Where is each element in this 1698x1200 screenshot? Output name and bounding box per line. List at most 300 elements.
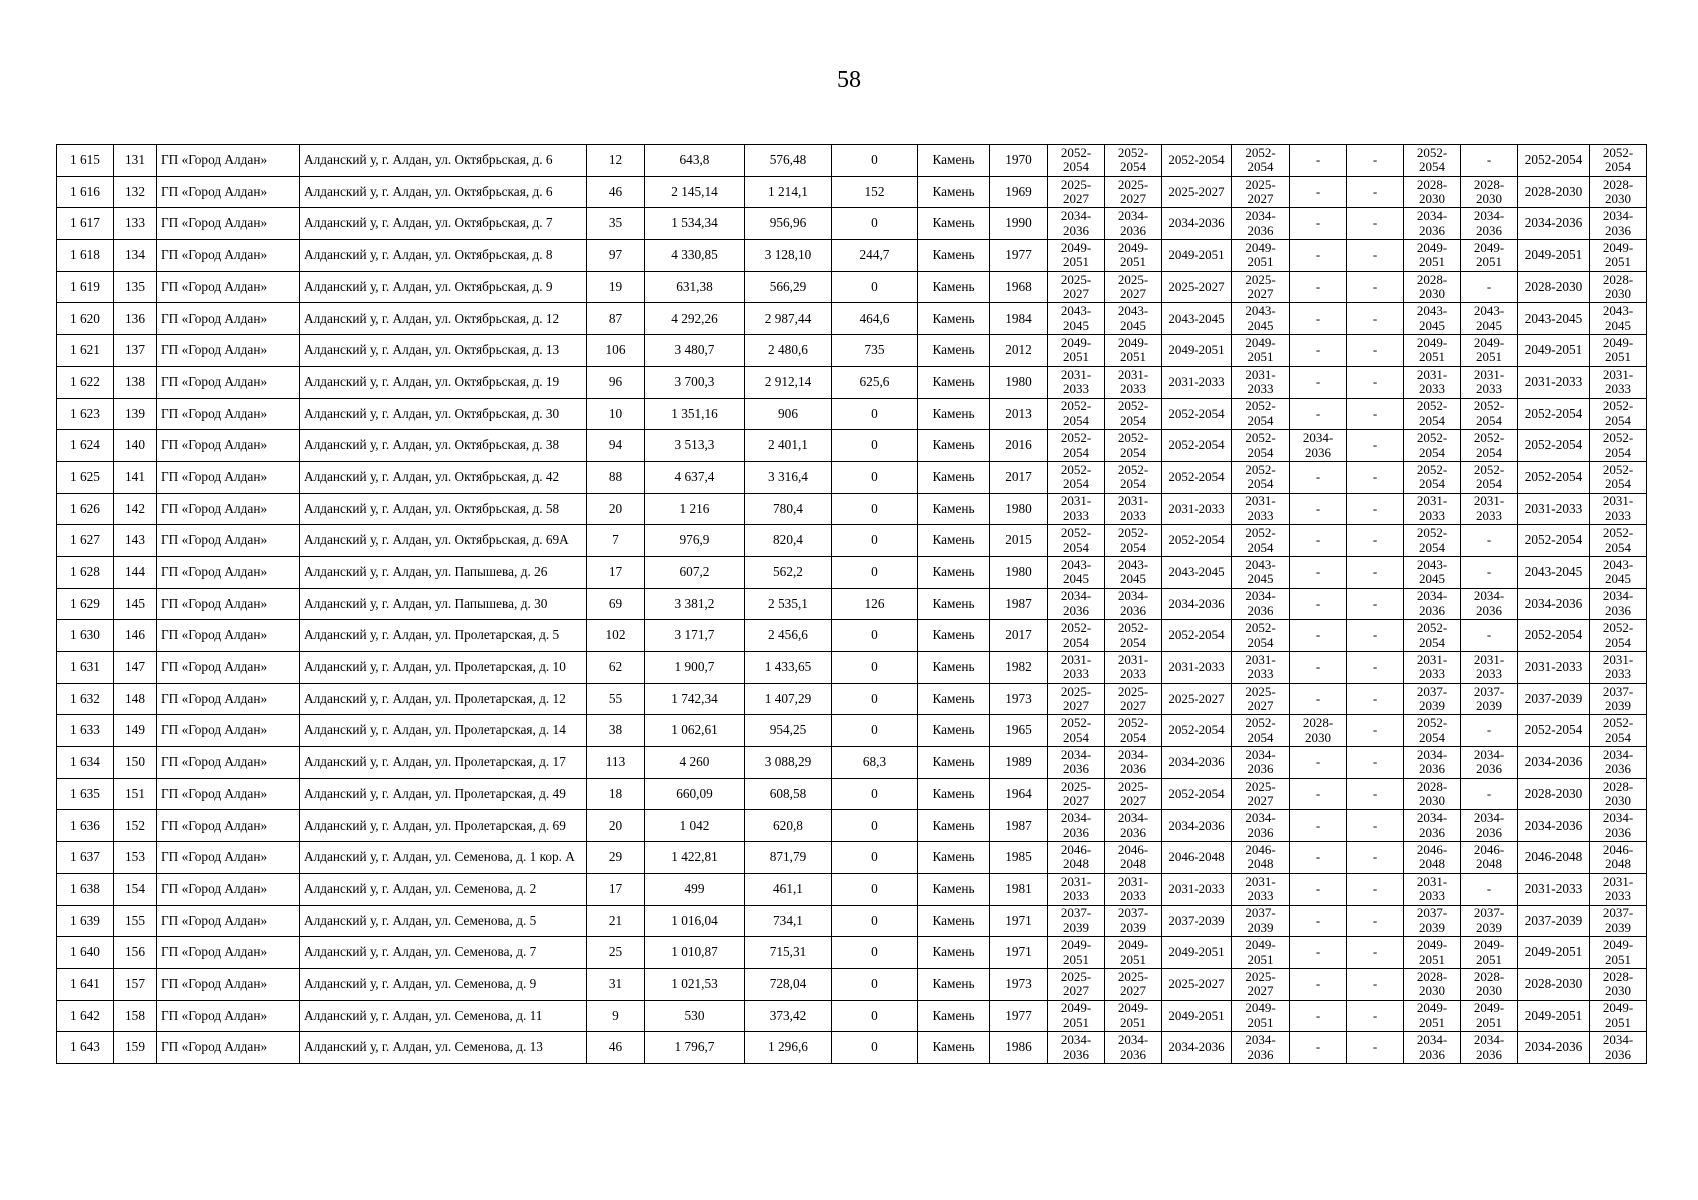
- build-year-cell: 2017: [990, 461, 1048, 493]
- work-period-9-cell: 2043-2045: [1518, 556, 1590, 588]
- wall-material-cell: Камень: [918, 303, 990, 335]
- living-area-cell: 608,58: [745, 778, 832, 810]
- living-area-cell: 871,79: [745, 842, 832, 874]
- work-period-4-cell: 2052-2054: [1232, 620, 1290, 652]
- work-period-5-cell: -: [1290, 366, 1347, 398]
- work-period-1-cell: 2034-2036: [1048, 1032, 1105, 1064]
- work-period-1-cell: 2031-2033: [1048, 493, 1105, 525]
- work-period-9-cell: 2031-2033: [1518, 366, 1590, 398]
- municipality-cell: ГП «Город Алдан»: [157, 715, 300, 747]
- row-number-cell: 1 626: [57, 493, 114, 525]
- work-period-8-cell: -: [1461, 271, 1518, 303]
- row-number-cell: 1 631: [57, 652, 114, 684]
- work-period-4-cell: 2034-2036: [1232, 747, 1290, 779]
- living-area-cell: 1 433,65: [745, 652, 832, 684]
- build-year-cell: 2012: [990, 335, 1048, 367]
- work-period-10-cell: 2034-2036: [1590, 1032, 1647, 1064]
- work-period-3-cell: 2052-2054: [1162, 398, 1232, 430]
- non-living-area-cell: 0: [832, 842, 918, 874]
- residents-cell: 21: [587, 905, 645, 937]
- residents-cell: 9: [587, 1000, 645, 1032]
- work-period-4-cell: 2049-2051: [1232, 1000, 1290, 1032]
- work-period-9-cell: 2052-2054: [1518, 145, 1590, 177]
- build-year-cell: 1985: [990, 842, 1048, 874]
- work-period-2-cell: 2034-2036: [1105, 747, 1162, 779]
- work-period-10-cell: 2049-2051: [1590, 1000, 1647, 1032]
- work-period-2-cell: 2034-2036: [1105, 1032, 1162, 1064]
- table-row: [57, 842, 1647, 874]
- total-area-cell: 1 062,61: [645, 715, 745, 747]
- municipality-cell: ГП «Город Алдан»: [157, 430, 300, 462]
- total-area-cell: 976,9: [645, 525, 745, 557]
- work-period-9-cell: 2028-2030: [1518, 778, 1590, 810]
- row-number-cell: 1 625: [57, 461, 114, 493]
- total-area-cell: 3 480,7: [645, 335, 745, 367]
- municipality-cell: ГП «Город Алдан»: [157, 335, 300, 367]
- build-year-cell: 1964: [990, 778, 1048, 810]
- wall-material-cell: Камень: [918, 683, 990, 715]
- build-year-cell: 1980: [990, 556, 1048, 588]
- work-period-6-cell: -: [1347, 335, 1404, 367]
- row-number-cell: 1 640: [57, 937, 114, 969]
- work-period-4-cell: 2052-2054: [1232, 145, 1290, 177]
- work-period-8-cell: 2034-2036: [1461, 747, 1518, 779]
- work-period-1-cell: 2043-2045: [1048, 303, 1105, 335]
- non-living-area-cell: 0: [832, 145, 918, 177]
- table-row: [57, 968, 1647, 1000]
- work-period-7-cell: 2028-2030: [1404, 968, 1461, 1000]
- non-living-area-cell: 0: [832, 1032, 918, 1064]
- build-year-cell: 1982: [990, 652, 1048, 684]
- work-period-2-cell: 2025-2027: [1105, 968, 1162, 1000]
- work-period-8-cell: 2052-2054: [1461, 430, 1518, 462]
- local-number-cell: 140: [114, 430, 157, 462]
- work-period-3-cell: 2052-2054: [1162, 145, 1232, 177]
- table-row: [57, 715, 1647, 747]
- work-period-5-cell: -: [1290, 873, 1347, 905]
- total-area-cell: 1 042: [645, 810, 745, 842]
- work-period-10-cell: 2031-2033: [1590, 652, 1647, 684]
- work-period-7-cell: 2052-2054: [1404, 620, 1461, 652]
- work-period-3-cell: 2031-2033: [1162, 873, 1232, 905]
- work-period-4-cell: 2049-2051: [1232, 240, 1290, 272]
- municipality-cell: ГП «Город Алдан»: [157, 588, 300, 620]
- living-area-cell: 715,31: [745, 937, 832, 969]
- living-area-cell: 906: [745, 398, 832, 430]
- municipality-cell: ГП «Город Алдан»: [157, 873, 300, 905]
- residents-cell: 87: [587, 303, 645, 335]
- address-cell: Алданский у, г. Алдан, ул. Семенова, д. 7: [300, 937, 587, 969]
- local-number-cell: 144: [114, 556, 157, 588]
- address-cell: Алданский у, г. Алдан, ул. Семенова, д. 13: [300, 1032, 587, 1064]
- non-living-area-cell: 0: [832, 937, 918, 969]
- build-year-cell: 1977: [990, 240, 1048, 272]
- work-period-4-cell: 2052-2054: [1232, 398, 1290, 430]
- work-period-6-cell: -: [1347, 588, 1404, 620]
- address-cell: Алданский у, г. Алдан, ул. Пролетарская, д. 10: [300, 652, 587, 684]
- work-period-8-cell: 2037-2039: [1461, 683, 1518, 715]
- work-period-3-cell: 2037-2039: [1162, 905, 1232, 937]
- work-period-1-cell: 2052-2054: [1048, 461, 1105, 493]
- work-period-1-cell: 2052-2054: [1048, 398, 1105, 430]
- total-area-cell: 1 796,7: [645, 1032, 745, 1064]
- work-period-1-cell: 2043-2045: [1048, 556, 1105, 588]
- work-period-1-cell: 2025-2027: [1048, 271, 1105, 303]
- work-period-2-cell: 2049-2051: [1105, 240, 1162, 272]
- address-cell: Алданский у, г. Алдан, ул. Семенова, д. 11: [300, 1000, 587, 1032]
- work-period-7-cell: 2034-2036: [1404, 208, 1461, 240]
- address-cell: Алданский у, г. Алдан, ул. Семенова, д. 1 кор. А: [300, 842, 587, 874]
- municipality-cell: ГП «Город Алдан»: [157, 556, 300, 588]
- living-area-cell: 2 401,1: [745, 430, 832, 462]
- municipality-cell: ГП «Город Алдан»: [157, 1000, 300, 1032]
- address-cell: Алданский у, г. Алдан, ул. Пролетарская, д. 69: [300, 810, 587, 842]
- non-living-area-cell: 625,6: [832, 366, 918, 398]
- work-period-8-cell: 2052-2054: [1461, 461, 1518, 493]
- wall-material-cell: Камень: [918, 335, 990, 367]
- work-period-9-cell: 2052-2054: [1518, 620, 1590, 652]
- table-row: [57, 683, 1647, 715]
- work-period-4-cell: 2025-2027: [1232, 271, 1290, 303]
- table-row: [57, 176, 1647, 208]
- row-number-cell: 1 641: [57, 968, 114, 1000]
- row-number-cell: 1 635: [57, 778, 114, 810]
- work-period-9-cell: 2043-2045: [1518, 303, 1590, 335]
- total-area-cell: 1 422,81: [645, 842, 745, 874]
- work-period-2-cell: 2031-2033: [1105, 873, 1162, 905]
- work-period-4-cell: 2025-2027: [1232, 176, 1290, 208]
- work-period-5-cell: -: [1290, 303, 1347, 335]
- wall-material-cell: Камень: [918, 747, 990, 779]
- local-number-cell: 142: [114, 493, 157, 525]
- residents-cell: 29: [587, 842, 645, 874]
- work-period-3-cell: 2049-2051: [1162, 937, 1232, 969]
- work-period-1-cell: 2025-2027: [1048, 683, 1105, 715]
- work-period-9-cell: 2031-2033: [1518, 652, 1590, 684]
- work-period-5-cell: 2034-2036: [1290, 430, 1347, 462]
- address-cell: Алданский у, г. Алдан, ул. Папышева, д. 30: [300, 588, 587, 620]
- living-area-cell: 2 456,6: [745, 620, 832, 652]
- local-number-cell: 141: [114, 461, 157, 493]
- work-period-9-cell: 2052-2054: [1518, 398, 1590, 430]
- total-area-cell: 1 021,53: [645, 968, 745, 1000]
- work-period-1-cell: 2031-2033: [1048, 873, 1105, 905]
- non-living-area-cell: 0: [832, 1000, 918, 1032]
- work-period-4-cell: 2037-2039: [1232, 905, 1290, 937]
- table-row: [57, 873, 1647, 905]
- work-period-5-cell: -: [1290, 968, 1347, 1000]
- address-cell: Алданский у, г. Алдан, ул. Октябрьская, д. 13: [300, 335, 587, 367]
- local-number-cell: 153: [114, 842, 157, 874]
- work-period-3-cell: 2034-2036: [1162, 810, 1232, 842]
- residents-cell: 10: [587, 398, 645, 430]
- work-period-9-cell: 2052-2054: [1518, 525, 1590, 557]
- residents-cell: 62: [587, 652, 645, 684]
- build-year-cell: 1986: [990, 1032, 1048, 1064]
- work-period-10-cell: 2049-2051: [1590, 937, 1647, 969]
- work-period-6-cell: -: [1347, 810, 1404, 842]
- row-number-cell: 1 629: [57, 588, 114, 620]
- work-period-8-cell: -: [1461, 873, 1518, 905]
- work-period-7-cell: 2049-2051: [1404, 240, 1461, 272]
- work-period-7-cell: 2031-2033: [1404, 366, 1461, 398]
- work-period-10-cell: 2049-2051: [1590, 335, 1647, 367]
- work-period-10-cell: 2031-2033: [1590, 493, 1647, 525]
- address-cell: Алданский у, г. Алдан, ул. Семенова, д. 2: [300, 873, 587, 905]
- work-period-5-cell: -: [1290, 461, 1347, 493]
- work-period-5-cell: -: [1290, 176, 1347, 208]
- table-row: [57, 556, 1647, 588]
- living-area-cell: 954,25: [745, 715, 832, 747]
- total-area-cell: 660,09: [645, 778, 745, 810]
- local-number-cell: 135: [114, 271, 157, 303]
- residents-cell: 88: [587, 461, 645, 493]
- work-period-8-cell: -: [1461, 778, 1518, 810]
- table-row: [57, 493, 1647, 525]
- table-row: [57, 366, 1647, 398]
- work-period-1-cell: 2034-2036: [1048, 588, 1105, 620]
- wall-material-cell: Камень: [918, 525, 990, 557]
- address-cell: Алданский у, г. Алдан, ул. Пролетарская, д. 5: [300, 620, 587, 652]
- work-period-1-cell: 2031-2033: [1048, 366, 1105, 398]
- residents-cell: 18: [587, 778, 645, 810]
- municipality-cell: ГП «Город Алдан»: [157, 145, 300, 177]
- build-year-cell: 1989: [990, 747, 1048, 779]
- work-period-3-cell: 2052-2054: [1162, 430, 1232, 462]
- table-row: [57, 1032, 1647, 1064]
- non-living-area-cell: 0: [832, 683, 918, 715]
- work-period-7-cell: 2049-2051: [1404, 937, 1461, 969]
- table-row: [57, 747, 1647, 779]
- work-period-7-cell: 2031-2033: [1404, 873, 1461, 905]
- total-area-cell: 3 700,3: [645, 366, 745, 398]
- work-period-8-cell: 2034-2036: [1461, 1032, 1518, 1064]
- work-period-5-cell: -: [1290, 525, 1347, 557]
- work-period-4-cell: 2052-2054: [1232, 525, 1290, 557]
- living-area-cell: 728,04: [745, 968, 832, 1000]
- work-period-8-cell: -: [1461, 715, 1518, 747]
- living-area-cell: 620,8: [745, 810, 832, 842]
- local-number-cell: 131: [114, 145, 157, 177]
- living-area-cell: 562,2: [745, 556, 832, 588]
- total-area-cell: 3 381,2: [645, 588, 745, 620]
- work-period-7-cell: 2034-2036: [1404, 747, 1461, 779]
- non-living-area-cell: 0: [832, 271, 918, 303]
- residents-cell: 55: [587, 683, 645, 715]
- municipality-cell: ГП «Город Алдан»: [157, 208, 300, 240]
- residents-cell: 69: [587, 588, 645, 620]
- address-cell: Алданский у, г. Алдан, ул. Семенова, д. 5: [300, 905, 587, 937]
- work-period-4-cell: 2025-2027: [1232, 968, 1290, 1000]
- municipality-cell: ГП «Город Алдан»: [157, 271, 300, 303]
- wall-material-cell: Камень: [918, 715, 990, 747]
- wall-material-cell: Камень: [918, 588, 990, 620]
- build-year-cell: 1981: [990, 873, 1048, 905]
- living-area-cell: 566,29: [745, 271, 832, 303]
- work-period-6-cell: -: [1347, 366, 1404, 398]
- work-period-5-cell: -: [1290, 398, 1347, 430]
- work-period-9-cell: 2052-2054: [1518, 461, 1590, 493]
- living-area-cell: 461,1: [745, 873, 832, 905]
- build-year-cell: 1973: [990, 968, 1048, 1000]
- local-number-cell: 136: [114, 303, 157, 335]
- work-period-7-cell: 2031-2033: [1404, 652, 1461, 684]
- work-period-6-cell: -: [1347, 398, 1404, 430]
- address-cell: Алданский у, г. Алдан, ул. Папышева, д. 26: [300, 556, 587, 588]
- non-living-area-cell: 126: [832, 588, 918, 620]
- work-period-7-cell: 2043-2045: [1404, 303, 1461, 335]
- residents-cell: 19: [587, 271, 645, 303]
- work-period-1-cell: 2049-2051: [1048, 1000, 1105, 1032]
- local-number-cell: 157: [114, 968, 157, 1000]
- work-period-6-cell: -: [1347, 271, 1404, 303]
- table-row: [57, 652, 1647, 684]
- local-number-cell: 137: [114, 335, 157, 367]
- work-period-1-cell: 2049-2051: [1048, 937, 1105, 969]
- work-period-6-cell: -: [1347, 842, 1404, 874]
- work-period-9-cell: 2052-2054: [1518, 430, 1590, 462]
- total-area-cell: 4 330,85: [645, 240, 745, 272]
- local-number-cell: 138: [114, 366, 157, 398]
- work-period-8-cell: 2031-2033: [1461, 493, 1518, 525]
- work-period-9-cell: 2049-2051: [1518, 240, 1590, 272]
- work-period-10-cell: 2037-2039: [1590, 683, 1647, 715]
- work-period-7-cell: 2052-2054: [1404, 525, 1461, 557]
- address-cell: Алданский у, г. Алдан, ул. Пролетарская, д. 12: [300, 683, 587, 715]
- table-row: [57, 905, 1647, 937]
- work-period-8-cell: 2052-2054: [1461, 398, 1518, 430]
- work-period-2-cell: 2052-2054: [1105, 715, 1162, 747]
- living-area-cell: 820,4: [745, 525, 832, 557]
- wall-material-cell: Камень: [918, 240, 990, 272]
- work-period-4-cell: 2034-2036: [1232, 810, 1290, 842]
- work-period-6-cell: -: [1347, 145, 1404, 177]
- build-year-cell: 1971: [990, 937, 1048, 969]
- address-cell: Алданский у, г. Алдан, ул. Пролетарская, д. 14: [300, 715, 587, 747]
- living-area-cell: 1 407,29: [745, 683, 832, 715]
- wall-material-cell: Камень: [918, 398, 990, 430]
- work-period-10-cell: 2049-2051: [1590, 240, 1647, 272]
- work-period-8-cell: 2049-2051: [1461, 240, 1518, 272]
- local-number-cell: 145: [114, 588, 157, 620]
- work-period-4-cell: 2052-2054: [1232, 715, 1290, 747]
- work-period-2-cell: 2052-2054: [1105, 525, 1162, 557]
- work-period-7-cell: 2043-2045: [1404, 556, 1461, 588]
- wall-material-cell: Камень: [918, 778, 990, 810]
- work-period-1-cell: 2025-2027: [1048, 968, 1105, 1000]
- build-year-cell: 1980: [990, 366, 1048, 398]
- work-period-6-cell: -: [1347, 747, 1404, 779]
- work-period-9-cell: 2037-2039: [1518, 683, 1590, 715]
- wall-material-cell: Камень: [918, 905, 990, 937]
- row-number-cell: 1 617: [57, 208, 114, 240]
- municipality-cell: ГП «Город Алдан»: [157, 240, 300, 272]
- total-area-cell: 1 016,04: [645, 905, 745, 937]
- housing-repair-table: [56, 144, 1647, 1064]
- total-area-cell: 631,38: [645, 271, 745, 303]
- work-period-3-cell: 2049-2051: [1162, 240, 1232, 272]
- residents-cell: 20: [587, 493, 645, 525]
- work-period-2-cell: 2049-2051: [1105, 335, 1162, 367]
- residents-cell: 96: [587, 366, 645, 398]
- work-period-2-cell: 2049-2051: [1105, 1000, 1162, 1032]
- build-year-cell: 2015: [990, 525, 1048, 557]
- work-period-5-cell: -: [1290, 588, 1347, 620]
- wall-material-cell: Камень: [918, 1032, 990, 1064]
- non-living-area-cell: 0: [832, 652, 918, 684]
- non-living-area-cell: 0: [832, 430, 918, 462]
- work-period-1-cell: 2052-2054: [1048, 145, 1105, 177]
- work-period-3-cell: 2049-2051: [1162, 335, 1232, 367]
- residents-cell: 20: [587, 810, 645, 842]
- work-period-6-cell: -: [1347, 303, 1404, 335]
- work-period-2-cell: 2049-2051: [1105, 937, 1162, 969]
- work-period-6-cell: -: [1347, 240, 1404, 272]
- living-area-cell: 1 214,1: [745, 176, 832, 208]
- municipality-cell: ГП «Город Алдан»: [157, 683, 300, 715]
- work-period-1-cell: 2034-2036: [1048, 810, 1105, 842]
- wall-material-cell: Камень: [918, 430, 990, 462]
- work-period-6-cell: -: [1347, 176, 1404, 208]
- work-period-4-cell: 2031-2033: [1232, 493, 1290, 525]
- row-number-cell: 1 643: [57, 1032, 114, 1064]
- work-period-7-cell: 2037-2039: [1404, 905, 1461, 937]
- page-number: 58: [837, 67, 861, 93]
- work-period-2-cell: 2052-2054: [1105, 430, 1162, 462]
- work-period-10-cell: 2028-2030: [1590, 176, 1647, 208]
- work-period-7-cell: 2052-2054: [1404, 398, 1461, 430]
- work-period-9-cell: 2049-2051: [1518, 937, 1590, 969]
- living-area-cell: 956,96: [745, 208, 832, 240]
- build-year-cell: 1965: [990, 715, 1048, 747]
- table-row: [57, 461, 1647, 493]
- work-period-9-cell: 2028-2030: [1518, 176, 1590, 208]
- non-living-area-cell: 0: [832, 556, 918, 588]
- total-area-cell: 1 900,7: [645, 652, 745, 684]
- work-period-9-cell: 2037-2039: [1518, 905, 1590, 937]
- work-period-6-cell: -: [1347, 461, 1404, 493]
- work-period-2-cell: 2034-2036: [1105, 588, 1162, 620]
- residents-cell: 17: [587, 556, 645, 588]
- address-cell: Алданский у, г. Алдан, ул. Октябрьская, д. 42: [300, 461, 587, 493]
- work-period-8-cell: 2049-2051: [1461, 335, 1518, 367]
- table-row: [57, 240, 1647, 272]
- municipality-cell: ГП «Город Алдан»: [157, 620, 300, 652]
- table-row: [57, 303, 1647, 335]
- build-year-cell: 1969: [990, 176, 1048, 208]
- work-period-7-cell: 2031-2033: [1404, 493, 1461, 525]
- row-number-cell: 1 627: [57, 525, 114, 557]
- residents-cell: 31: [587, 968, 645, 1000]
- total-area-cell: 499: [645, 873, 745, 905]
- row-number-cell: 1 616: [57, 176, 114, 208]
- row-number-cell: 1 628: [57, 556, 114, 588]
- work-period-9-cell: 2034-2036: [1518, 588, 1590, 620]
- work-period-10-cell: 2052-2054: [1590, 145, 1647, 177]
- work-period-2-cell: 2037-2039: [1105, 905, 1162, 937]
- total-area-cell: 1 010,87: [645, 937, 745, 969]
- work-period-9-cell: 2034-2036: [1518, 747, 1590, 779]
- work-period-3-cell: 2034-2036: [1162, 208, 1232, 240]
- living-area-cell: 2 535,1: [745, 588, 832, 620]
- living-area-cell: 1 296,6: [745, 1032, 832, 1064]
- work-period-8-cell: 2049-2051: [1461, 1000, 1518, 1032]
- work-period-7-cell: 2028-2030: [1404, 778, 1461, 810]
- work-period-5-cell: -: [1290, 620, 1347, 652]
- work-period-4-cell: 2049-2051: [1232, 937, 1290, 969]
- build-year-cell: 1971: [990, 905, 1048, 937]
- local-number-cell: 132: [114, 176, 157, 208]
